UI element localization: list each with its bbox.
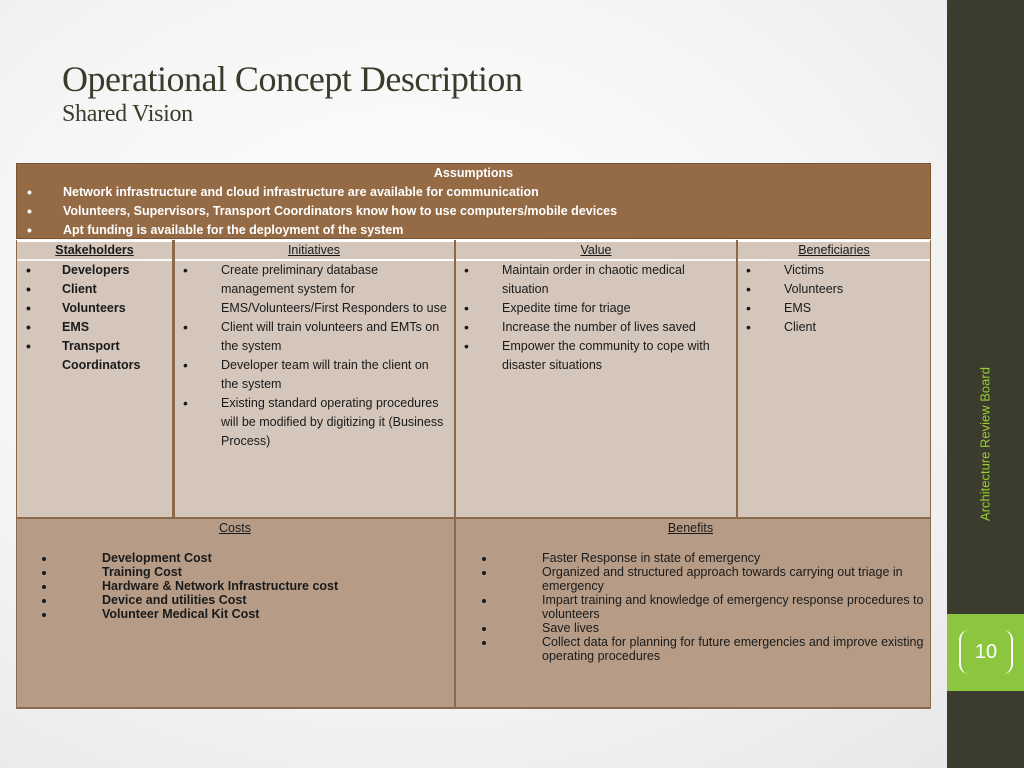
table-left-border <box>16 240 17 709</box>
value-item: • Expedite time for triage <box>456 299 729 318</box>
assumptions-list <box>17 183 930 239</box>
stakeholder-item: • EMS <box>16 318 173 337</box>
initiatives-heading: Initiatives <box>287 243 341 257</box>
table-right-border <box>930 240 931 709</box>
beneficiaries-heading: Beneficiaries <box>798 243 870 257</box>
sidebar-label: Architecture Review Board <box>977 367 993 521</box>
beneficiaries-header <box>737 240 931 259</box>
cost-item: • Training Cost <box>56 565 454 579</box>
benefit-item: • Collect data for planning for future emergencies and improve existing operating procedures <box>496 635 925 663</box>
assumptions-section <box>16 163 931 239</box>
beneficiary-item: • Volunteers <box>738 280 931 299</box>
slide-title-block <box>62 58 522 128</box>
column-divider <box>172 240 175 519</box>
value-header <box>455 240 737 259</box>
assumptions-heading: Assumptions <box>433 166 514 180</box>
cost-item: • Hardware & Network Infrastructure cost <box>56 579 454 593</box>
initiatives-list <box>175 261 447 451</box>
beneficiaries-cell <box>738 261 931 518</box>
stakeholder-item: • Developers <box>16 261 173 280</box>
initiative-item: • Create preliminary database management system for EMS/Volunteers/First Responders to use <box>175 261 447 318</box>
beneficiary-item: • Victims <box>738 261 931 280</box>
value-list <box>456 261 729 375</box>
page-number: 10 <box>959 630 1013 674</box>
value-cell <box>456 261 737 518</box>
slide-subtitle: Shared Vision <box>62 101 193 127</box>
benefits-heading: Benefits <box>667 521 714 535</box>
value-item: • Empower the community to cope with disaster situations <box>456 337 729 375</box>
benefit-item: • Faster Response in state of emergency <box>496 551 925 565</box>
stakeholders-header <box>16 240 173 259</box>
stakeholder-item: • Transport Coordinators <box>16 337 173 375</box>
costs-list <box>16 551 454 621</box>
assumption-item: • Apt funding is available for the deployment of the system <box>17 221 930 239</box>
beneficiary-item: • EMS <box>738 299 931 318</box>
initiative-item: • Existing standard operating procedures will be modified by digitizing it (Business Process) <box>175 394 447 451</box>
benefits-list <box>456 551 925 663</box>
costs-heading: Costs <box>219 521 251 535</box>
row-divider <box>16 517 931 519</box>
stakeholders-list <box>16 261 173 375</box>
column-divider <box>454 240 456 709</box>
table-bottom-border <box>16 707 931 709</box>
initiative-item: • Client will train volunteers and EMTs on the system <box>175 318 447 356</box>
initiatives-cell <box>175 261 455 518</box>
benefit-item: • Save lives <box>496 621 925 635</box>
benefits-header <box>456 519 925 538</box>
benefits-section <box>456 519 931 709</box>
column-divider <box>736 240 738 519</box>
stakeholder-item: • Client <box>16 280 173 299</box>
slide-title: Operational Concept Description <box>62 59 523 99</box>
vision-table <box>16 163 931 709</box>
beneficiaries-list <box>738 261 931 337</box>
costs-section <box>16 519 454 709</box>
stakeholder-item: • Volunteers <box>16 299 173 318</box>
initiatives-header <box>173 240 455 259</box>
benefit-item: • Impart training and knowledge of emergency response procedures to volunteers <box>496 593 925 621</box>
assumption-item: • Volunteers, Supervisors, Transport Coordinators know how to use computers/mobile devices <box>17 202 930 221</box>
initiative-item: • Developer team will train the client on the system <box>175 356 447 394</box>
cost-item: • Development Cost <box>56 551 454 565</box>
value-item: • Maintain order in chaotic medical situation <box>456 261 729 299</box>
stakeholders-cell <box>16 261 173 518</box>
value-item: • Increase the number of lives saved <box>456 318 729 337</box>
benefit-item: • Organized and structured approach towards carrying out triage in emergency <box>496 565 925 593</box>
value-heading: Value <box>580 243 612 257</box>
costs-header <box>16 519 454 538</box>
stakeholders-heading: Stakeholders <box>55 243 134 257</box>
beneficiary-item: • Client <box>738 318 931 337</box>
cost-item: • Volunteer Medical Kit Cost <box>56 607 454 621</box>
assumption-item: • Network infrastructure and cloud infrastructure are available for communication <box>17 183 930 202</box>
cost-item: • Device and utilities Cost <box>56 593 454 607</box>
